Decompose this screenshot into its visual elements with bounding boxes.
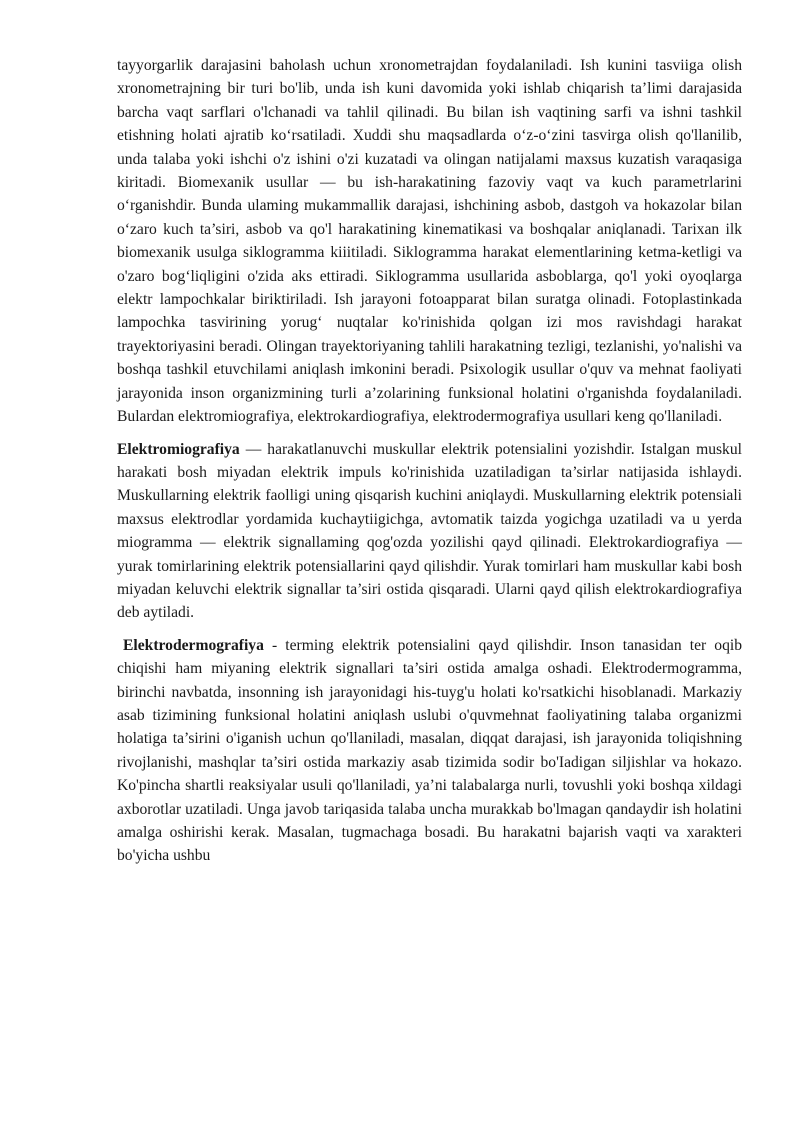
- paragraph-elektromiografiya: [117, 438, 742, 625]
- document-page: [117, 54, 742, 877]
- paragraph-text: tayyorgarlik darajasini baholash uchun xronometrajdan foydalaniladi. Ish kunini tasviiga olish xronometrajning bir turi bo'lib, unda ish kuni davomida yoki ishlab chiqarish ta’limi darajasida barcha vaqt sarflari o'lchanadi va tahlil qilinadi. Bu bilan ish vaqtining sarfi va ishni tashkil etishning holati ajratib ko‘rsatiladi. Xuddi shu maqsadlarda o‘z-o‘zini tasvirga olish qo'llanilib, unda talaba yoki ishchi o'z ishini o'zi kuzatadi va olingan natijalami maxsus kuzatish varaqasiga kiritadi. Biomexanik usullar — bu ish-harakatining fazoviy vaqt va kuch parametrlarini o‘rganishdir. Bunda ulaming mukammallik darajasi, ishchining asbob, dastgoh va hokazolar bilan o‘zaro kuch ta’siri, asbob va qo'l harakatining kinematikasi va boshqalar aniqlanadi. Tarixan ilk biomexanik usulga siklogramma kiiitiladi. Siklogramma harakat elementlarining ketma-ketligi va o'zaro bog‘liqligini o'zida aks ettiradi. Siklogramma usullarida asboblarga, qo'l yoki oyoqlarga elektr lampochkalar biriktiriladi. Ish jarayoni fotoapparat bilan suratga olinadi. Fotoplastinkada lampochka tasvirining yorug‘ nuqtalar ko'rinishida qolgan izi mos ravishdagi harakat trayektoriyasini beradi. Olingan trayektoriyaning tahlili harakatning tezligi, tezlanishi, yo'nalishi va boshqa tashkil etuvchilami aniqlash imkonini beradi. Psixologik usullar o'quv va mehnat faoliyati jarayonida inson organizmining turli a’zolarining funksional holatini o'rganishda foydalaniladi. Bulardan elektromiografiya, elektrokardiografiya, elektrodermografiya usullari keng qo'llaniladi.: [117, 57, 742, 426]
- term-heading: Elektromiografiya: [117, 440, 240, 458]
- term-heading: Elektrodermografiya: [123, 636, 264, 654]
- paragraph-elektrodermografiya: [117, 634, 742, 868]
- paragraph-text: - terming elektrik potensialini qayd qilishdir. Inson tanasidan ter oqib chiqishi ham miyaning elektrik signallari ta’siri ostida amalga oshadi. Elektrodermogramma, birinchi navbatda, insonning ish jarayonidagi his-tuyg'u holati ko'rsatkichi hisoblanadi. Markaziy asab tizimining funksional holatini aniqlash uslubi o'quvmehnat faoliyatining talaba organizmi holatiga ta’sirini o'iganish uchun qo'llaniladi, masalan, diqqat darajasi, ish jarayonida toliqishning rivojlanishi, mashqlar ta’siri ostida markaziy asab tizimida sodir bo'Iadigan siljishlar va hokazo. Ko'pincha shartli reaksiyalar usuli qo'llaniladi, ya’ni talabalarga nurli, tovushli yoki boshqa xildagi axborotlar uzatiladi. Unga javob tariqasida talaba uncha murakkab bo'lmagan qandaydir ish holatini amalga oshirishi kerak. Masalan, tugmachaga bosadi. Bu harakatni bajarish vaqti va xarakteri bo'yicha ushbu: [117, 636, 742, 865]
- paragraph-intro: [117, 54, 742, 429]
- paragraph-text: — harakatlanuvchi muskullar elektrik potensialini yozishdir. Istalgan muskul harakati bosh miyadan elektrik impuls ko'rinishida uzatiladigan ta’sirlar natijasida ishlaydi. Muskullarning elektrik faolligi uning qisqarish kuchini aniqlaydi. Muskullarning elektrik potensiali maxsus elektrodlar yordamida kuchaytiigichga, avtomatik taizda yogichga uzatiladi va u yerda miogramma — elektrik signallaming qog'ozda yozilishi qayd qilinadi. Elektrokardiografiya — yurak tomirlarining elektrik potensiallarini qayd qilishdir. Yurak tomirlari ham muskullar kabi bosh miyadan keluvchi elektrik signallar ta’siri ostida qisqaradi. Ularni qayd qilish elektrokardiografiya deb aytiladi.: [117, 440, 742, 622]
